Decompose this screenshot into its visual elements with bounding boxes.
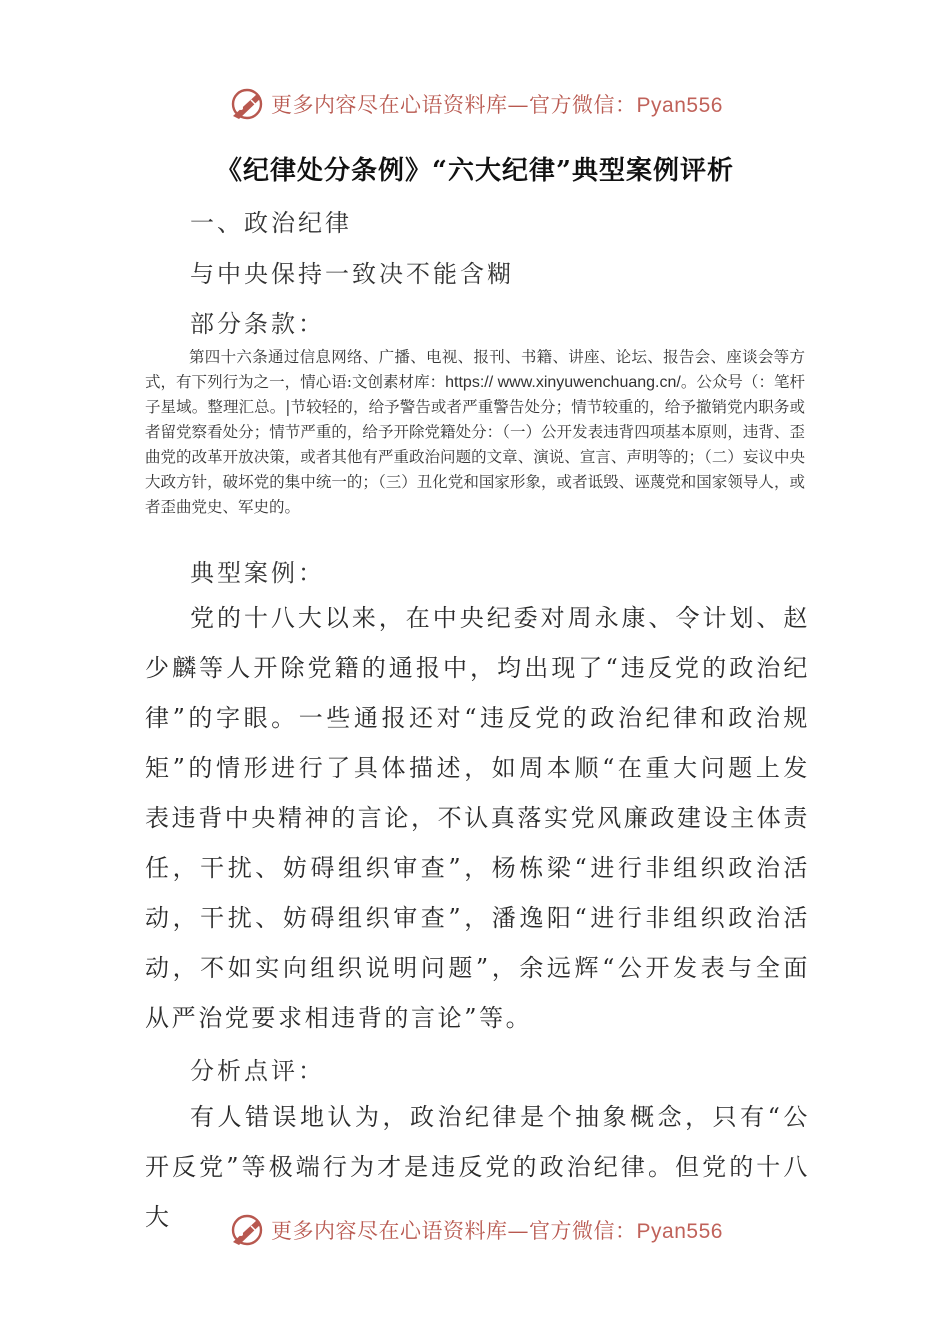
clauses-label: 部分条款：	[190, 310, 325, 338]
subheading: 与中央保持一致决不能含糊	[190, 260, 514, 288]
banner-wechat-id: Pyan556	[636, 94, 723, 117]
analysis-paragraph-text: 有人错误地认为，政治纪律是个抽象概念，只有“公开反党”等极端行为才是违反党的政治纪律。但党的十八大	[145, 1103, 810, 1231]
banner-text	[271, 1215, 723, 1245]
pen-nib-logo-icon	[227, 86, 267, 122]
banner-main-text: 更多内容尽在心语资料库—	[271, 93, 530, 117]
case-paragraph	[145, 593, 810, 1043]
analysis-label: 分析点评：	[190, 1057, 325, 1085]
clause-text-part1: 第四十六条通过信息网络、广播、电视、报刊、书籍、讲座、论坛、报告会、座谈会等方式，有下列行为之一，情心语:文创素材库：	[145, 348, 805, 391]
banner-text	[271, 89, 723, 119]
document-title: 《纪律处分条例》“六大纪律”典型案例评析	[216, 156, 734, 186]
clause-url: https:// www.xinyuwenchuang.cn/	[445, 374, 681, 391]
header-watermark-banner	[0, 82, 950, 126]
banner-main-text: 更多内容尽在心语资料库—	[271, 1219, 530, 1243]
banner-wechat-label: 官方微信：	[529, 1219, 637, 1243]
footer-watermark-banner	[0, 1208, 950, 1252]
clause-text	[145, 345, 805, 520]
case-paragraph-text: 党的十八大以来，在中央纪委对周永康、令计划、赵少麟等人开除党籍的通报中，均出现了“违反党的政治纪律”的字眼。一些通报还对“违反党的政治纪律和政治规矩”的情形进行了具体描述，如周本顺“在重大问题上发表违背中央精神的言论，不认真落实党风廉政建设主体责任，干扰、妨碍组织审查”，杨栋梁“进行非组织政治活动，干扰、妨碍组织审查”，潘逸阳“进行非组织政治活动，不如实向组织说明问题”，余远辉“公开发表与全面从严治党要求相违背的言论”等。	[145, 604, 810, 1032]
clause-text-part2: 。公众号（：笔杆子星域。整理汇总。|节较轻的，给予警告或者严重警告处分；情节较重的，给予撤销党内职务或者留党察看处分；情节严重的，给予开除党籍处分：（一）公开发表违背四项基本原则，违背、歪曲党的改革开放决策，或者其他有严重政治问题的文章、演说、宣言、声明等的；（二）妄议中央大政方针，破坏党的集中统一的；（三）丑化党和国家形象，或者诋毁、诬蔑党和国家领导人，或者歪曲党史、军史的。	[145, 373, 805, 516]
pen-nib-logo-icon	[227, 1212, 267, 1248]
banner-wechat-id: Pyan556	[636, 1220, 723, 1243]
section-heading: 一、政治纪律	[190, 209, 352, 237]
case-label: 典型案例：	[190, 559, 325, 587]
banner-wechat-label: 官方微信：	[529, 93, 637, 117]
